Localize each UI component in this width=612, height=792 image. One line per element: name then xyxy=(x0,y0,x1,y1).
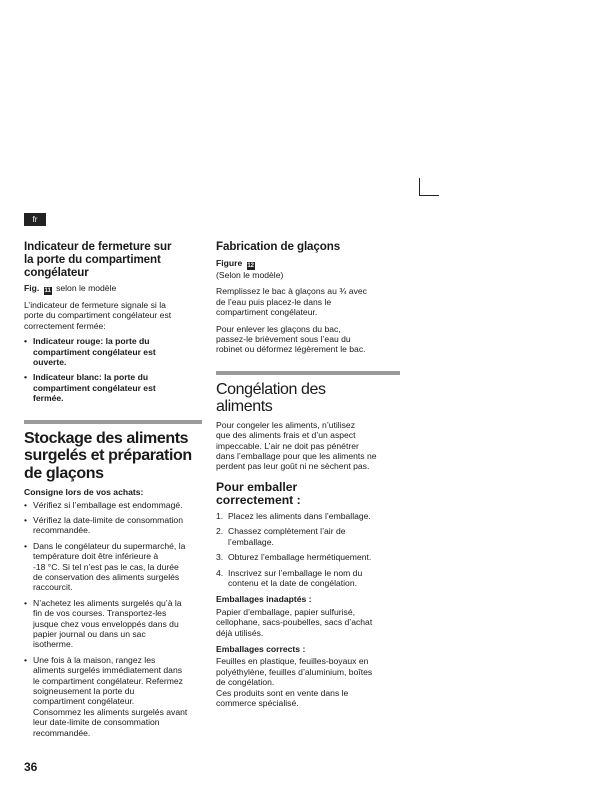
unsuitable-packaging-heading: Emballages inadaptés : xyxy=(216,594,312,605)
list-item: • Dans le congélateur du supermarché, la température doit être inférieure à -18 °C. Si tel n’est pas le cas, la durée de conservation des aliments surgelés raccourcit. xyxy=(24,541,202,593)
list-item: • Indicateur rouge: la porte du compartiment congélateur est ouverte. xyxy=(24,336,202,367)
step-text: Inscrivez sur l’emballage le nom du contenu et la date de congélation. xyxy=(228,567,363,588)
figure-reference xyxy=(216,258,400,270)
step-number: 1. xyxy=(216,510,224,521)
closure-bullet-list xyxy=(24,336,202,403)
ice-heading: Fabrication de glaçons xyxy=(216,240,341,253)
freezing-intro: Pour congeler les aliments, n’utilisez que des aliments frais et d’un aspect impeccable. L’air ne doit pas pénétrer dans l’emballage pour que les aliments ne perdent pas leur goût ni ne sèchent pas. xyxy=(216,419,377,472)
step-number: 3. xyxy=(216,552,224,563)
closure-intro: L’indicateur de fermeture signale si la porte du compartiment congélateur est correctement fermée: xyxy=(24,300,172,331)
list-item: • Indicateur blanc: la porte du compartiment congélateur est fermée. xyxy=(24,372,202,403)
list-item: • Vérifiez la date-limite de consommation recommandée. xyxy=(24,515,202,536)
step-number: 4. xyxy=(216,567,224,578)
storage-subtitle: Consigne lors de vos achats: xyxy=(24,487,144,498)
list-item: • Une fois à la maison, rangez les aliments surgelés immédiatement dans le compartiment congélateur. Refermez soigneusement la porte du compartiment congélateur. Consommez les aliments surgelés avant leur date-limite de consommation recommandée. xyxy=(24,655,202,738)
crop-mark xyxy=(419,178,439,196)
figure-note: (Selon le modèle) xyxy=(216,270,284,280)
suitable-packaging-heading: Emballages corrects : xyxy=(216,643,306,654)
section-divider xyxy=(24,420,202,424)
closure-indicator-heading: Indicateur de fermeture sur la porte du compartiment congélateur xyxy=(24,240,172,279)
suitable-packaging-text: Feuilles en plastique, feuilles-boyaux en polyéthylène, feuilles d’aluminium, boîtes de congélation. Ces produits sont en vente dans le commerce spécialisé. xyxy=(216,656,373,708)
freezing-heading: Congélation des aliments xyxy=(216,380,326,416)
list-item xyxy=(216,511,400,521)
list-item: • N’achetez les aliments surgelés qu’à la fin de vos courses. Transportez-les jusque chez vous enveloppés dans du papier journal ou dans un sac isotherme. xyxy=(24,598,202,650)
figure-number-box: 12 xyxy=(247,263,254,269)
step-text: Placez les aliments dans l’emballage. xyxy=(228,510,371,521)
list-item xyxy=(216,552,400,562)
ice-paragraph-2: Pour enlever les glaçons du bac, passez-le brièvement sous l’eau du robinet ou déformez légèrement le bac. xyxy=(216,323,366,355)
figure-label: Fig. xyxy=(24,283,40,293)
packing-steps xyxy=(216,511,400,588)
figure-text: selon le modèle xyxy=(56,283,117,293)
list-item xyxy=(216,568,400,589)
step-text: Chassez complètement l’air de l’emballage. xyxy=(228,526,346,547)
packing-heading: Pour emballer correctement : xyxy=(216,479,301,508)
ice-paragraph-1: Remplissez le bac à glaçons au ¾ avec de l’eau puis placez-le dans le compartiment congélateur. xyxy=(216,286,367,318)
storage-heading: Stockage des aliments surgelés et préparation de glaçons xyxy=(24,429,192,482)
section-divider xyxy=(216,371,400,375)
list-item: • Vérifiez si l’emballage est endommagé. xyxy=(24,500,202,510)
left-column xyxy=(24,240,202,738)
figure-reference xyxy=(24,283,202,295)
figure-label: Figure xyxy=(216,258,243,268)
language-tab: fr xyxy=(24,213,46,226)
figure-number-box: 11 xyxy=(44,288,51,294)
storage-bullet-list xyxy=(24,500,202,739)
step-text: Obturez l’emballage hermétiquement. xyxy=(228,552,372,563)
right-column xyxy=(216,240,400,708)
list-item xyxy=(216,526,400,547)
page-number: 36 xyxy=(24,760,38,774)
step-number: 2. xyxy=(216,526,224,537)
unsuitable-packaging-text: Papier d’emballage, papier sulfurisé, cellophane, sacs-poubelles, sacs d’achat déjà utilisés. xyxy=(216,606,373,638)
